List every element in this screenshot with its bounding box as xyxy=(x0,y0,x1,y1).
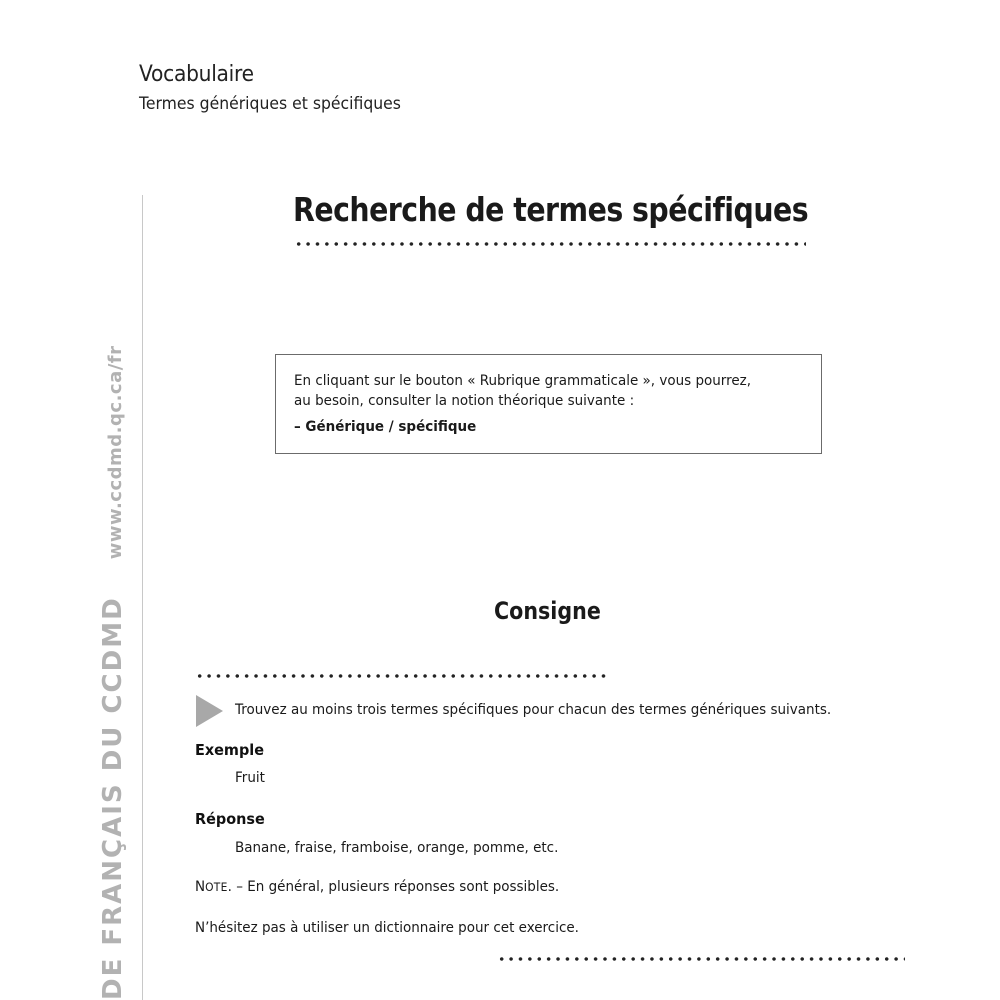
note-prefix-rest: OTE xyxy=(205,880,228,894)
note-prefix-first: N xyxy=(195,879,206,895)
grammar-info-box xyxy=(275,354,822,454)
sidebar-publisher xyxy=(100,345,126,1000)
publisher-text: DE FRANÇAIS DU CCDMD xyxy=(98,596,128,1000)
consigne-heading: Consigne xyxy=(494,597,601,625)
triangle-arrow-icon xyxy=(196,695,223,727)
info-line-1: En cliquant sur le bouton « Rubrique grammaticale », vous pourrez, xyxy=(294,373,752,389)
section-subtitle: Termes génériques et spécifiques xyxy=(139,94,401,114)
note-line xyxy=(195,879,559,895)
dictionary-note: N’hésitez pas à utiliser un dictionnaire pour cet exercice. xyxy=(195,920,579,936)
exemple-label: Exemple xyxy=(195,741,264,759)
exemple-value: Fruit xyxy=(235,770,265,786)
section-title: Vocabulaire xyxy=(139,62,254,87)
reponse-value: Banane, fraise, framboise, orange, pomme, etc. xyxy=(235,840,559,856)
publisher-url: www.ccdmd.qc.ca/fr xyxy=(105,345,126,560)
side-divider xyxy=(142,195,143,1000)
info-line-2: au besoin, consulter la notion théorique suivante : xyxy=(294,393,635,409)
title-dotted-rule xyxy=(294,242,806,246)
consigne-dotted-rule xyxy=(195,674,609,678)
grammar-notion-item: – Générique / spécifique xyxy=(294,419,477,435)
page-title: Recherche de termes spécifiques xyxy=(293,190,809,229)
bottom-dotted-rule xyxy=(497,957,905,961)
instruction-text: Trouvez au moins trois termes spécifiques pour chacun des termes génériques suivants. xyxy=(235,702,832,718)
note-text: . – En général, plusieurs réponses sont possibles. xyxy=(227,879,560,895)
reponse-label: Réponse xyxy=(195,810,265,828)
